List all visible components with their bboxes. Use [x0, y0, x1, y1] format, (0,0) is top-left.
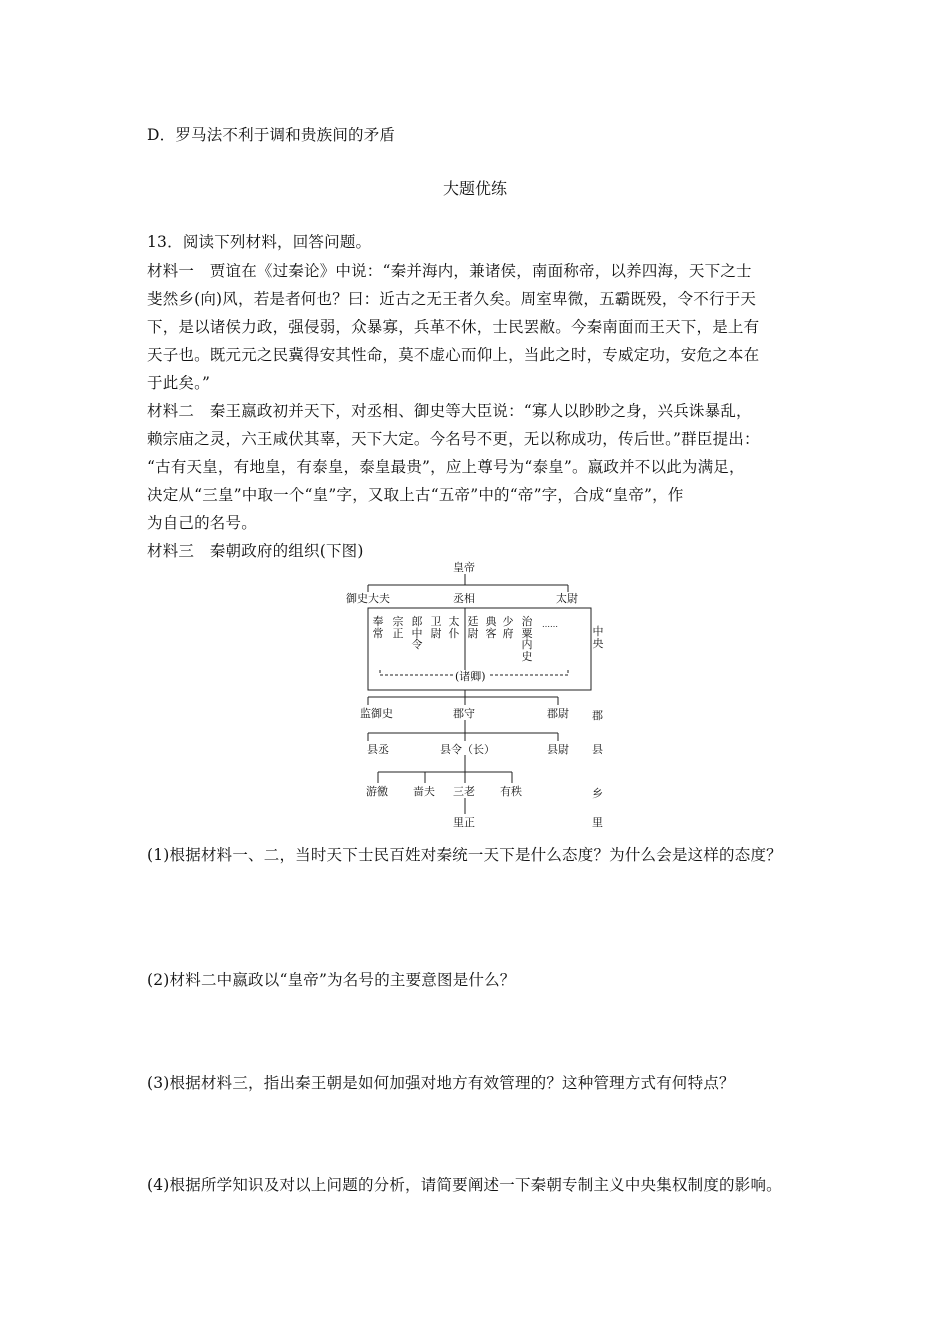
question-stem: 13．阅读下列材料，回答问题。	[147, 233, 372, 251]
material-2-line: 材料二 秦王嬴政初并天下，对丞相、御史等大臣说：“寡人以眇眇之身，兴兵诛暴乱，	[147, 402, 752, 420]
level-label-commandery: 郡	[592, 709, 603, 722]
township-officer-node: 三老	[453, 785, 475, 798]
qin-government-diagram	[340, 558, 620, 833]
minister-node: 郎中令	[411, 615, 423, 651]
material-1-line: 下，是以诸侯力政，强侵弱，众暴寡，兵革不休，士民罢敝。今秦南面而王天下，是上有	[147, 318, 760, 336]
level-label-township: 乡	[592, 787, 603, 800]
level-label-county: 县	[592, 743, 603, 756]
minister-node: 奉常	[372, 615, 384, 640]
section-title: 大题优练	[442, 179, 507, 198]
minister-node: 太仆	[448, 615, 460, 640]
county-assistant-node: 县丞	[367, 743, 389, 756]
level-label-village: 里	[592, 816, 603, 829]
ministers-group-label: (诸卿)	[455, 670, 486, 683]
minister-node: 卫尉	[430, 615, 442, 640]
grand-commandant-node: 太尉	[556, 592, 578, 605]
option-d: D．罗马法不利于调和贵族间的矛盾	[147, 126, 396, 144]
material-1-line: 于此矣。”	[147, 374, 211, 392]
material-1-line: 天子也。既元元之民冀得安其性命，莫不虚心而仰上，当此之时，专威定功，安危之本在	[147, 346, 760, 364]
township-officer-node: 啬夫	[413, 785, 435, 798]
sub-question-2: (2)材料二中嬴政以“皇帝”为名号的主要意图是什么？	[147, 971, 516, 989]
level-label-central: 中央	[592, 625, 604, 650]
village-head-node: 里正	[453, 816, 475, 829]
emperor-node: 皇帝	[453, 561, 475, 574]
minister-ellipsis: ……	[542, 620, 558, 629]
minister-node: 治粟内史	[521, 615, 533, 663]
material-1-line: 斐然乡(向)风，若是者何也？曰：近古之无王者久矣。周室卑微，五霸既殁，令不行于天	[147, 290, 757, 308]
township-officer-node: 游徼	[366, 785, 388, 798]
county-magistrate-node: 县令（长）	[440, 743, 495, 756]
material-2-line: 为自己的名号。	[147, 514, 257, 532]
commandery-commandant-node: 郡尉	[547, 707, 569, 720]
minister-node: 宗正	[392, 615, 404, 640]
material-2-line: “古有天皇，有地皇，有泰皇，泰皇最贵”，应上尊号为“泰皇”。嬴政并不以此为满足，	[147, 458, 745, 476]
material-2-line: 决定从“三皇”中取一个“皇”字，又取上古“五帝”中的“帝”字，合成“皇帝”，作	[147, 486, 684, 504]
minister-node: 典客	[485, 615, 497, 640]
censor-in-chief-node: 御史大夫	[346, 592, 390, 605]
sub-question-4: (4)根据所学知识及对以上问题的分析，请简要阐述一下秦朝专制主义中央集权制度的影响。	[147, 1176, 782, 1194]
commandery-governor-node: 郡守	[453, 707, 475, 720]
commandery-inspector-node: 监御史	[360, 707, 393, 720]
material-1-line: 材料一 贾谊在《过秦论》中说：“秦并海内，兼诸侯，南面称帝，以养四海，天下之士	[147, 262, 752, 280]
chancellor-node: 丞相	[453, 592, 475, 605]
minister-node: 廷尉	[467, 615, 479, 640]
sub-question-3: (3)根据材料三，指出秦王朝是如何加强对地方有效管理的？这种管理方式有何特点？	[147, 1074, 735, 1092]
sub-question-1: (1)根据材料一、二，当时天下士民百姓对秦统一天下是什么态度？为什么会是这样的态度？	[147, 846, 782, 864]
material-2-line: 赖宗庙之灵，六王咸伏其辜，天下大定。今名号不更，无以称成功，传后世。”群臣提出：	[147, 430, 760, 448]
minister-node: 少府	[502, 615, 514, 640]
township-officer-node: 有秩	[500, 785, 522, 798]
material-3-caption: 材料三 秦朝政府的组织(下图)	[147, 542, 364, 560]
county-commandant-node: 县尉	[547, 743, 569, 756]
